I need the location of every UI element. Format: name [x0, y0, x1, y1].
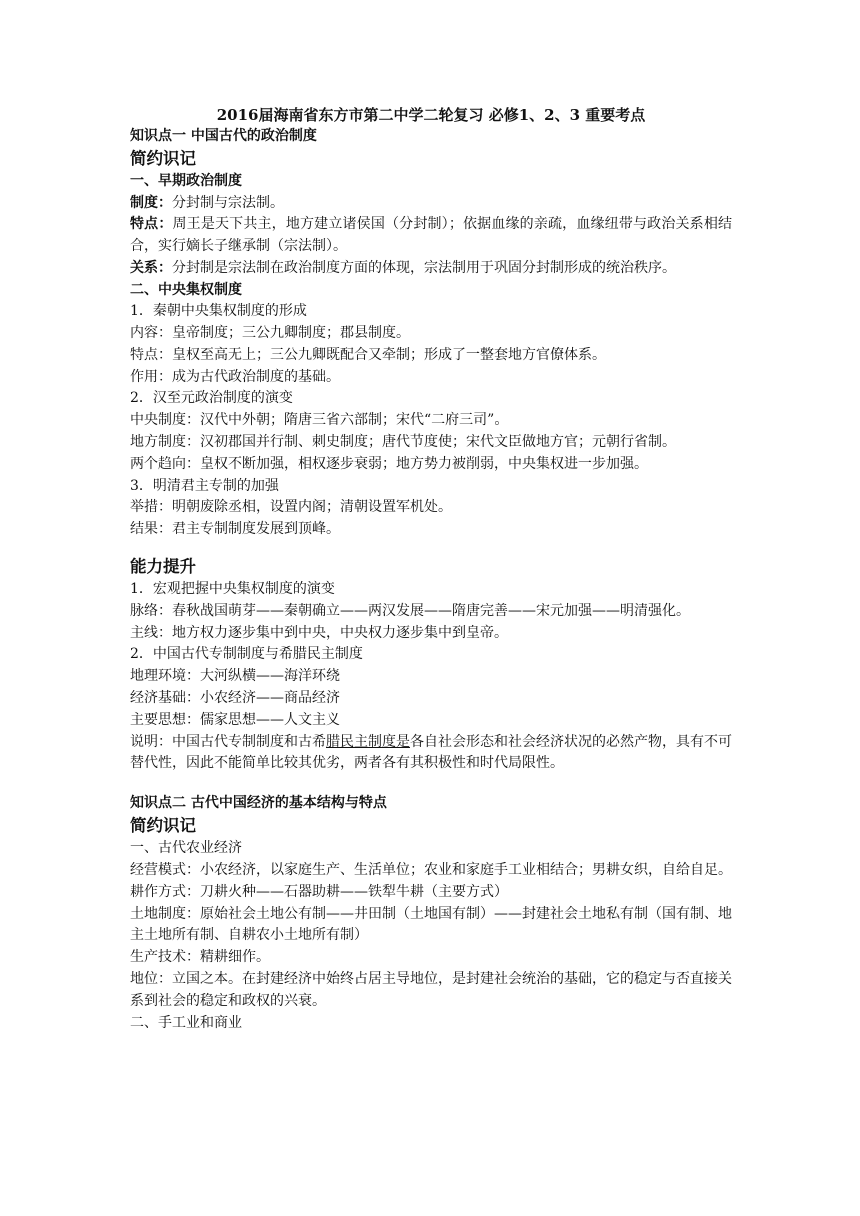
- paragraph-line: 中央制度：汉代中外朝；隋唐三省六部制；宋代“二府三司”。: [130, 412, 509, 429]
- paragraph-line: 生产技术：精耕细作。: [130, 949, 270, 966]
- paragraph-line: 作用：成为古代政治制度的基础。: [130, 368, 340, 385]
- text-tedian: 周王是天下共主，地方建立诸侯国（分封制）；依据血缘的亲疏，血缘纽带与政治关系相结合，实行嫡长子继承制（宗法制）。: [130, 216, 732, 255]
- paragraph-tedian: [130, 214, 732, 258]
- shuoming-pre: 说明：中国古代专制制度和古希: [130, 733, 326, 750]
- paragraph-line: 耕作方式：刀耕火种——石器助耕——铁犁牛耕（主要方式）: [130, 883, 508, 900]
- paragraph-line: 3．明清君主专制的加强: [130, 477, 279, 494]
- shuoming-underlined: 腊民主制度是: [326, 733, 410, 750]
- document-title: 2016届海南省东方市第二中学二轮复习 必修1、2、3 重要考点: [216, 106, 646, 124]
- paragraph-line: 地理环境：大河纵横——海洋环绕: [130, 668, 340, 685]
- ability-heading: 能力提升: [130, 556, 196, 576]
- paragraph-line: 经营模式：小农经济，以家庭生产、生活单位；农业和家庭手工业相结合；男耕女织，自给自足。: [130, 861, 732, 878]
- paragraph-zhidu: [130, 193, 732, 215]
- label-zhidu: 制度：: [130, 194, 172, 211]
- paragraph-line: 一、古代农业经济: [130, 840, 242, 857]
- paragraph-line: 两个趋向：皇权不断加强，相权逐步衰弱；地方势力被削弱，中央集权进一步加强。: [130, 455, 648, 472]
- label-tedian: 特点：: [130, 216, 173, 233]
- paragraph-line: 主要思想：儒家思想——人文主义: [130, 711, 340, 728]
- paragraph-line: 地方制度：汉初郡国并行制、刺史制度；唐代节度使；宋代文臣做地方官；元朝行省制。: [130, 433, 676, 450]
- knowledge-point-2-heading: 知识点二 古代中国经济的基本结构与特点: [130, 795, 387, 812]
- paragraph-line: 主线：地方权力逐步集中到中央，中央权力逐步集中到皇帝。: [130, 624, 508, 641]
- paragraph-line: 2．中国古代专制制度与希腊民主制度: [130, 646, 363, 663]
- paragraph-line: 2．汉至元政治制度的演变: [130, 390, 293, 407]
- text-guanxi: 分封制是宗法制在政治制度方面的体现，宗法制用于巩固分封制形成的统治秩序。: [172, 259, 676, 276]
- paragraph-line: 特点：皇权至高无上；三公九卿既配合又牵制；形成了一整套地方官僚体系。: [130, 346, 606, 363]
- paragraph-line: 地位：立国之本。在封建经济中始终占居主导地位，是封建社会统治的基础，它的稳定与否直接关系到社会的稳定和政权的兴衰。: [130, 970, 732, 1009]
- paragraph-line: 经济基础：小农经济——商品经济: [130, 689, 340, 706]
- paragraph-line: 内容：皇帝制度；三公九卿制度；郡县制度。: [130, 324, 410, 341]
- paragraph-line: 1．秦朝中央集权制度的形成: [130, 303, 307, 320]
- text-zhidu: 分封制与宗法制。: [172, 194, 284, 211]
- paragraph-line: 1．宏观把握中央集权制度的演变: [130, 580, 335, 597]
- shuoming-post: 各自社会形态和社会经济状况的必然产物，具有不可替代性，因此不能简单比较其优劣，两者各有其积极性和时代局限性。: [130, 733, 732, 772]
- knowledge-point-1-heading: 知识点一 中国古代的政治制度: [130, 128, 317, 144]
- section-early-politics-heading: 一、早期政治制度: [130, 173, 242, 189]
- label-guanxi: 关系：: [130, 259, 172, 276]
- paragraph-guanxi: [130, 258, 732, 280]
- document-page: [130, 104, 732, 1034]
- paragraph-line: 举措：明朝废除丞相，设置内阁；清朝设置军机处。: [130, 499, 452, 516]
- paragraph-line: 土地制度：原始社会土地公有制——井田制（土地国有制）——封建社会土地私有制（国有制、地主土地所有制、自耕农小土地所有制）: [130, 905, 732, 944]
- recall-heading-1: 简约识记: [130, 149, 196, 168]
- paragraph-line: 二、手工业和商业: [130, 1014, 242, 1031]
- paragraph-shuoming: [130, 732, 732, 776]
- paragraph-line: 脉络：春秋战国萌芽——秦朝确立——两汉发展——隋唐完善——宋元加强——明清强化。: [130, 602, 690, 619]
- paragraph-line: 结果：君主专制制度发展到顶峰。: [130, 521, 340, 538]
- section-central-power-heading: 二、中央集权制度: [130, 281, 242, 298]
- recall-heading-2: 简约识记: [130, 816, 196, 836]
